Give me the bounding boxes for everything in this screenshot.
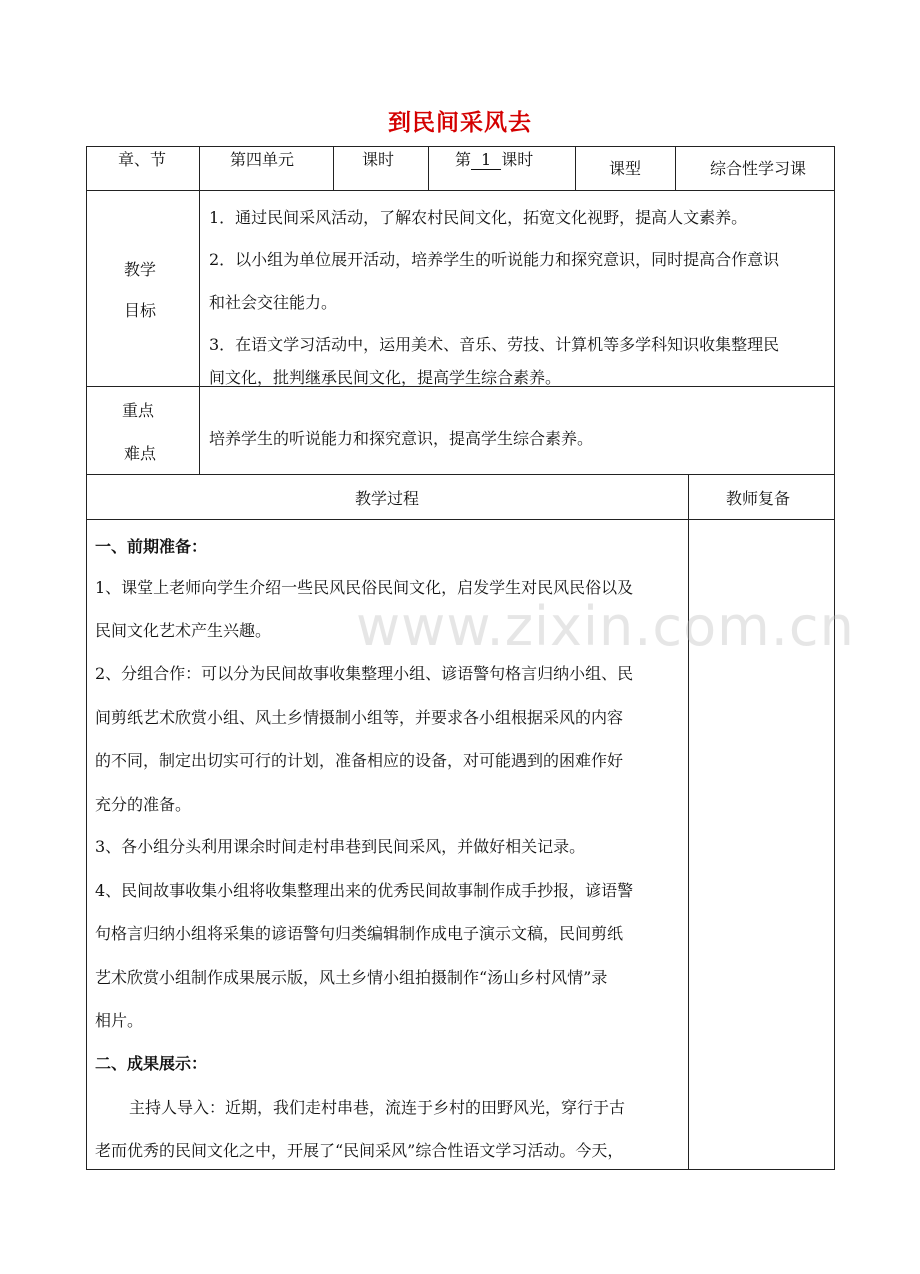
document-title: 到民间采风去 — [388, 109, 532, 136]
process-line: 主持人导入：近期，我们走村串巷，流连于乡村的田野风光，穿行于古 — [129, 1098, 626, 1117]
period-prefix: 第 — [455, 150, 472, 169]
section-heading: 二、成果展示： — [95, 1054, 208, 1073]
col-divider — [199, 146, 200, 474]
section-heading: 一、前期准备： — [95, 537, 208, 556]
objective-line: 间文化，批判继承民间文化，提高学生综合素养。 — [209, 368, 562, 387]
key-points-label-1: 重点 — [122, 401, 155, 420]
notes-header: 教师复备 — [726, 489, 791, 508]
col-divider — [675, 146, 676, 190]
period-suffix: 课时 — [501, 150, 534, 169]
process-line: 老而优秀的民间文化之中，开展了“民间采风”综合性语文学习活动。今天， — [95, 1141, 624, 1160]
process-line: 1、课堂上老师向学生介绍一些民风民俗民间文化，启发学生对民风民俗以及 — [95, 578, 634, 597]
row-divider — [86, 519, 835, 520]
process-header: 教学过程 — [355, 489, 420, 508]
period-number: 1 — [471, 151, 501, 170]
col-divider — [333, 146, 334, 190]
process-line: 相片。 — [95, 1011, 144, 1030]
process-line: 句格言归纳小组将采集的谚语警句归类编辑制作成电子演示文稿，民间剪纸 — [95, 924, 624, 943]
col-divider — [575, 146, 576, 190]
key-points-label-2: 难点 — [124, 444, 157, 463]
period-value — [455, 149, 533, 171]
process-line: 民间文化艺术产生兴趣。 — [95, 621, 272, 640]
objective-line: 3．在语文学习活动中，运用美术、音乐、劳技、计算机等多学科知识收集整理民 — [209, 335, 780, 354]
objective-line: 2．以小组为单位展开活动，培养学生的听说能力和探究意识，同时提高合作意识 — [209, 250, 780, 269]
key-points-text: 培养学生的听说能力和探究意识，提高学生综合素养。 — [209, 429, 594, 448]
objective-line: 1．通过民间采风活动，了解农村民间文化，拓宽文化视野，提高人文素养。 — [209, 208, 748, 227]
process-line: 充分的准备。 — [95, 795, 192, 814]
process-line: 间剪纸艺术欣赏小组、风土乡情摄制小组等，并要求各小组根据采风的内容 — [95, 708, 624, 727]
watermark: www.zixin.com.cn — [356, 595, 855, 658]
objectives-label-1: 教学 — [124, 260, 157, 279]
objective-line: 和社会交往能力。 — [209, 293, 338, 312]
period-label: 课时 — [362, 150, 395, 169]
col-divider — [428, 146, 429, 190]
chapter-label: 章、节 — [118, 150, 167, 169]
chapter-value: 第四单元 — [230, 150, 295, 169]
process-line: 4、民间故事收集小组将收集整理出来的优秀民间故事制作成手抄报，谚语警 — [95, 881, 634, 900]
process-line: 艺术欣赏小组制作成果展示版，风土乡情小组拍摄制作“汤山乡村风情”录 — [95, 968, 608, 987]
type-label: 课型 — [609, 159, 642, 178]
objectives-label-2: 目标 — [124, 301, 157, 320]
process-line: 的不同，制定出切实可行的计划，准备相应的设备，对可能遇到的困难作好 — [95, 751, 624, 770]
type-value: 综合性学习课 — [710, 159, 807, 178]
process-line: 3、各小组分头利用课余时间走村串巷到民间采风，并做好相关记录。 — [95, 837, 586, 856]
row-divider — [86, 474, 835, 475]
col-divider — [688, 474, 689, 1170]
process-line: 2、分组合作：可以分为民间故事收集整理小组、谚语警句格言归纳小组、民 — [95, 664, 634, 683]
